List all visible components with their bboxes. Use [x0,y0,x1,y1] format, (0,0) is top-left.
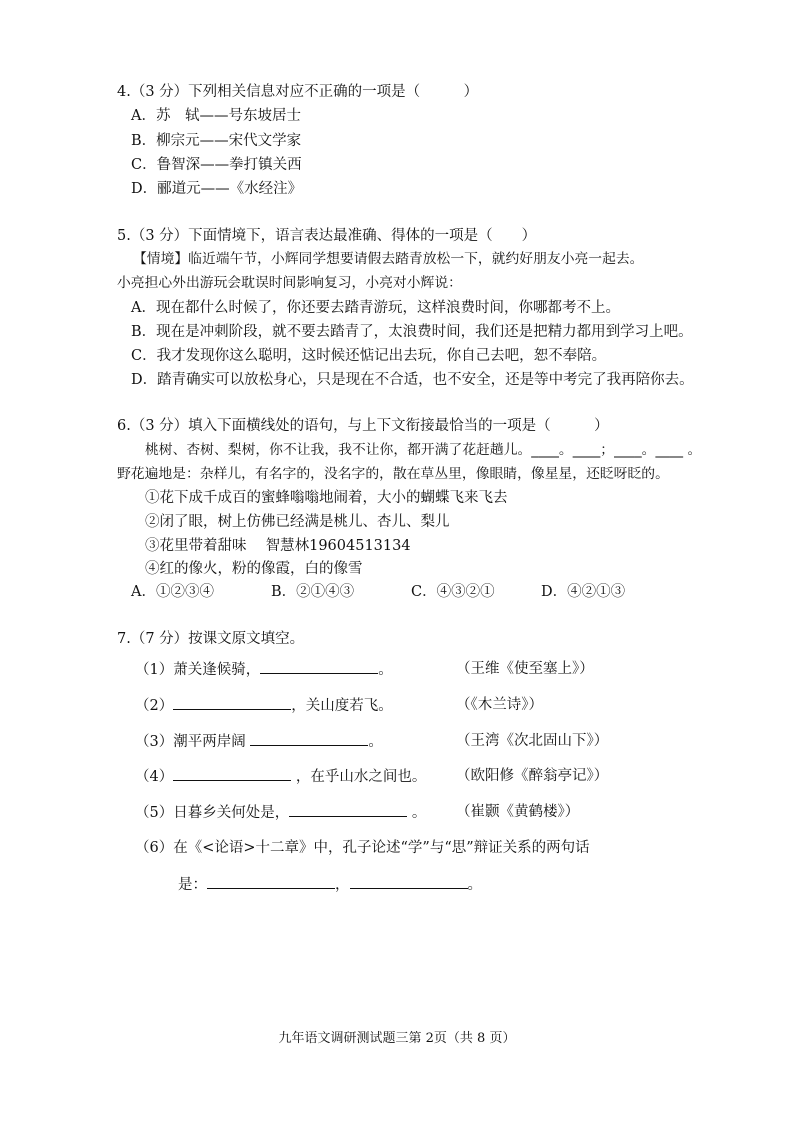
q7-item-2 [135,695,393,716]
q7-item-1-pre: （1）萧关逢候骑， [135,662,261,678]
q5-option-b: B．现在是冲刺阶段，就不要去踏青了，太浪费时间，我们还是把精力都用到学习上吧。 [131,324,693,340]
q6-option-b: B．②①④③ [271,584,355,600]
q7-item-4-post: ，在乎山水之间也。 [291,769,427,785]
q7-item-4-source: （欧阳修《醉翁亭记》） [456,768,609,784]
q7-item-1-source: （王维《使至塞上》） [456,661,594,677]
q7-item-1-post: 。 [378,662,393,678]
q7-item-3-post: 。 [368,734,383,750]
q6-item-1: ①花下成千成百的蜜蜂嗡嗡地闹着，大小的蝴蝶飞来飞去 [145,490,508,506]
q4-option-b: B．柳宗元——宋代文学家 [131,133,302,149]
q7-item-5-source: （崔颢《黄鹤楼》） [456,804,580,820]
q7-item-6-line2 [178,874,482,895]
q6-option-d: D．④②①③ [541,584,626,600]
q4-option-a: A．苏 轼——号东坡居士 [131,108,301,124]
q7-item-6-post: 。 [467,877,482,893]
q7-item-5-post: 。 [407,805,427,821]
q5-option-d: D．踏青确实可以放松身心，只是现在不合适，也不安全，还是等中考完了我再陪你去。 [131,372,694,388]
q7-item-3 [135,731,383,752]
q7-item-6-mid: ， [335,877,350,893]
q5-option-c: C．我才发现你这么聪明，这时候还惦记出去玩，你自己去吧，恕不奉陪。 [131,348,607,364]
q7-item-2-source: （《木兰诗》） [456,697,543,713]
q7-item-6-blank-2[interactable] [350,874,468,889]
q7-item-5-blank[interactable] [289,802,407,817]
q6-stem: 6.（3 分）填入下面横线处的语句，与上下文衔接最恰当的一项是（ ） [117,418,609,434]
q7-stem: 7.（7 分）按课文原文填空。 [117,631,305,647]
q6-passage-line2: 野花遍地是：杂样儿，有名字的，没名字的，散在草丛里，像眼睛，像星星，还眨呀眨的。 [117,466,669,482]
q6-options [131,582,625,602]
q7-item-6-line1: （6）在《<论语>十二章》中，孔子论述“学”与“思”辩证关系的两句话 [135,840,590,856]
q7-item-3-pre: （3）潮平两岸阔 [135,734,251,750]
q5-stem: 5.（3 分）下面情境下，语言表达最准确、得体的一项是（ ） [117,228,537,244]
q5-context-line1: 【情境】临近端午节，小辉同学想要请假去踏青放松一下，就约好朋友小亮一起去。 [133,251,644,267]
q7-item-5-pre: （5）日暮乡关何处是， [135,805,290,821]
q6-item-2: ②闭了眼，树上仿佛已经满是桃儿、杏儿、梨儿 [145,514,450,530]
q7-item-5 [135,802,426,823]
q4-option-d: D．郦道元——《水经注》 [131,181,303,197]
q7-item-4-blank[interactable] [173,766,291,781]
q4-stem: 4.（3 分）下列相关信息对应不正确的一项是（ ） [117,84,479,100]
q6-passage-line1: 桃树、杏树、梨树，你不让我，我不让你，都开满了花赶趟儿。____。____；____。____ 。 [145,442,702,458]
q6-option-c: C．④③②① [411,584,495,600]
q7-item-2-blank[interactable] [173,695,291,710]
q7-item-4 [135,766,426,787]
q7-item-3-source: （王湾《次北固山下》） [456,733,609,749]
q7-item-1 [135,659,393,680]
q5-context-line2: 小亮担心外出游玩会耽误时间影响复习，小亮对小辉说： [117,275,462,291]
q7-item-3-blank[interactable] [250,731,368,746]
page-footer: 九年语文调研测试题三第 2页（共 8 页） [278,1031,516,1046]
q7-item-2-pre: （2） [135,698,174,714]
q6-option-a: A．①②③④ [131,584,214,600]
q6-item-3: ③花里带着甜味 智慧林19604513134 [145,538,411,554]
q6-item-4: ④红的像火，粉的像霞，白的像雪 [145,561,363,577]
q7-item-1-blank[interactable] [260,659,378,674]
q7-item-4-pre: （4） [135,769,174,785]
q7-item-2-post: ，关山度若飞。 [291,698,393,714]
q7-item-6-blank-1[interactable] [207,874,335,889]
q5-option-a: A．现在都什么时候了，你还要去踏青游玩，这样浪费时间，你哪都考不上。 [131,300,620,316]
q7-item-6-pre: 是： [178,877,207,893]
q4-option-c: C．鲁智深——拳打镇关西 [131,157,302,173]
